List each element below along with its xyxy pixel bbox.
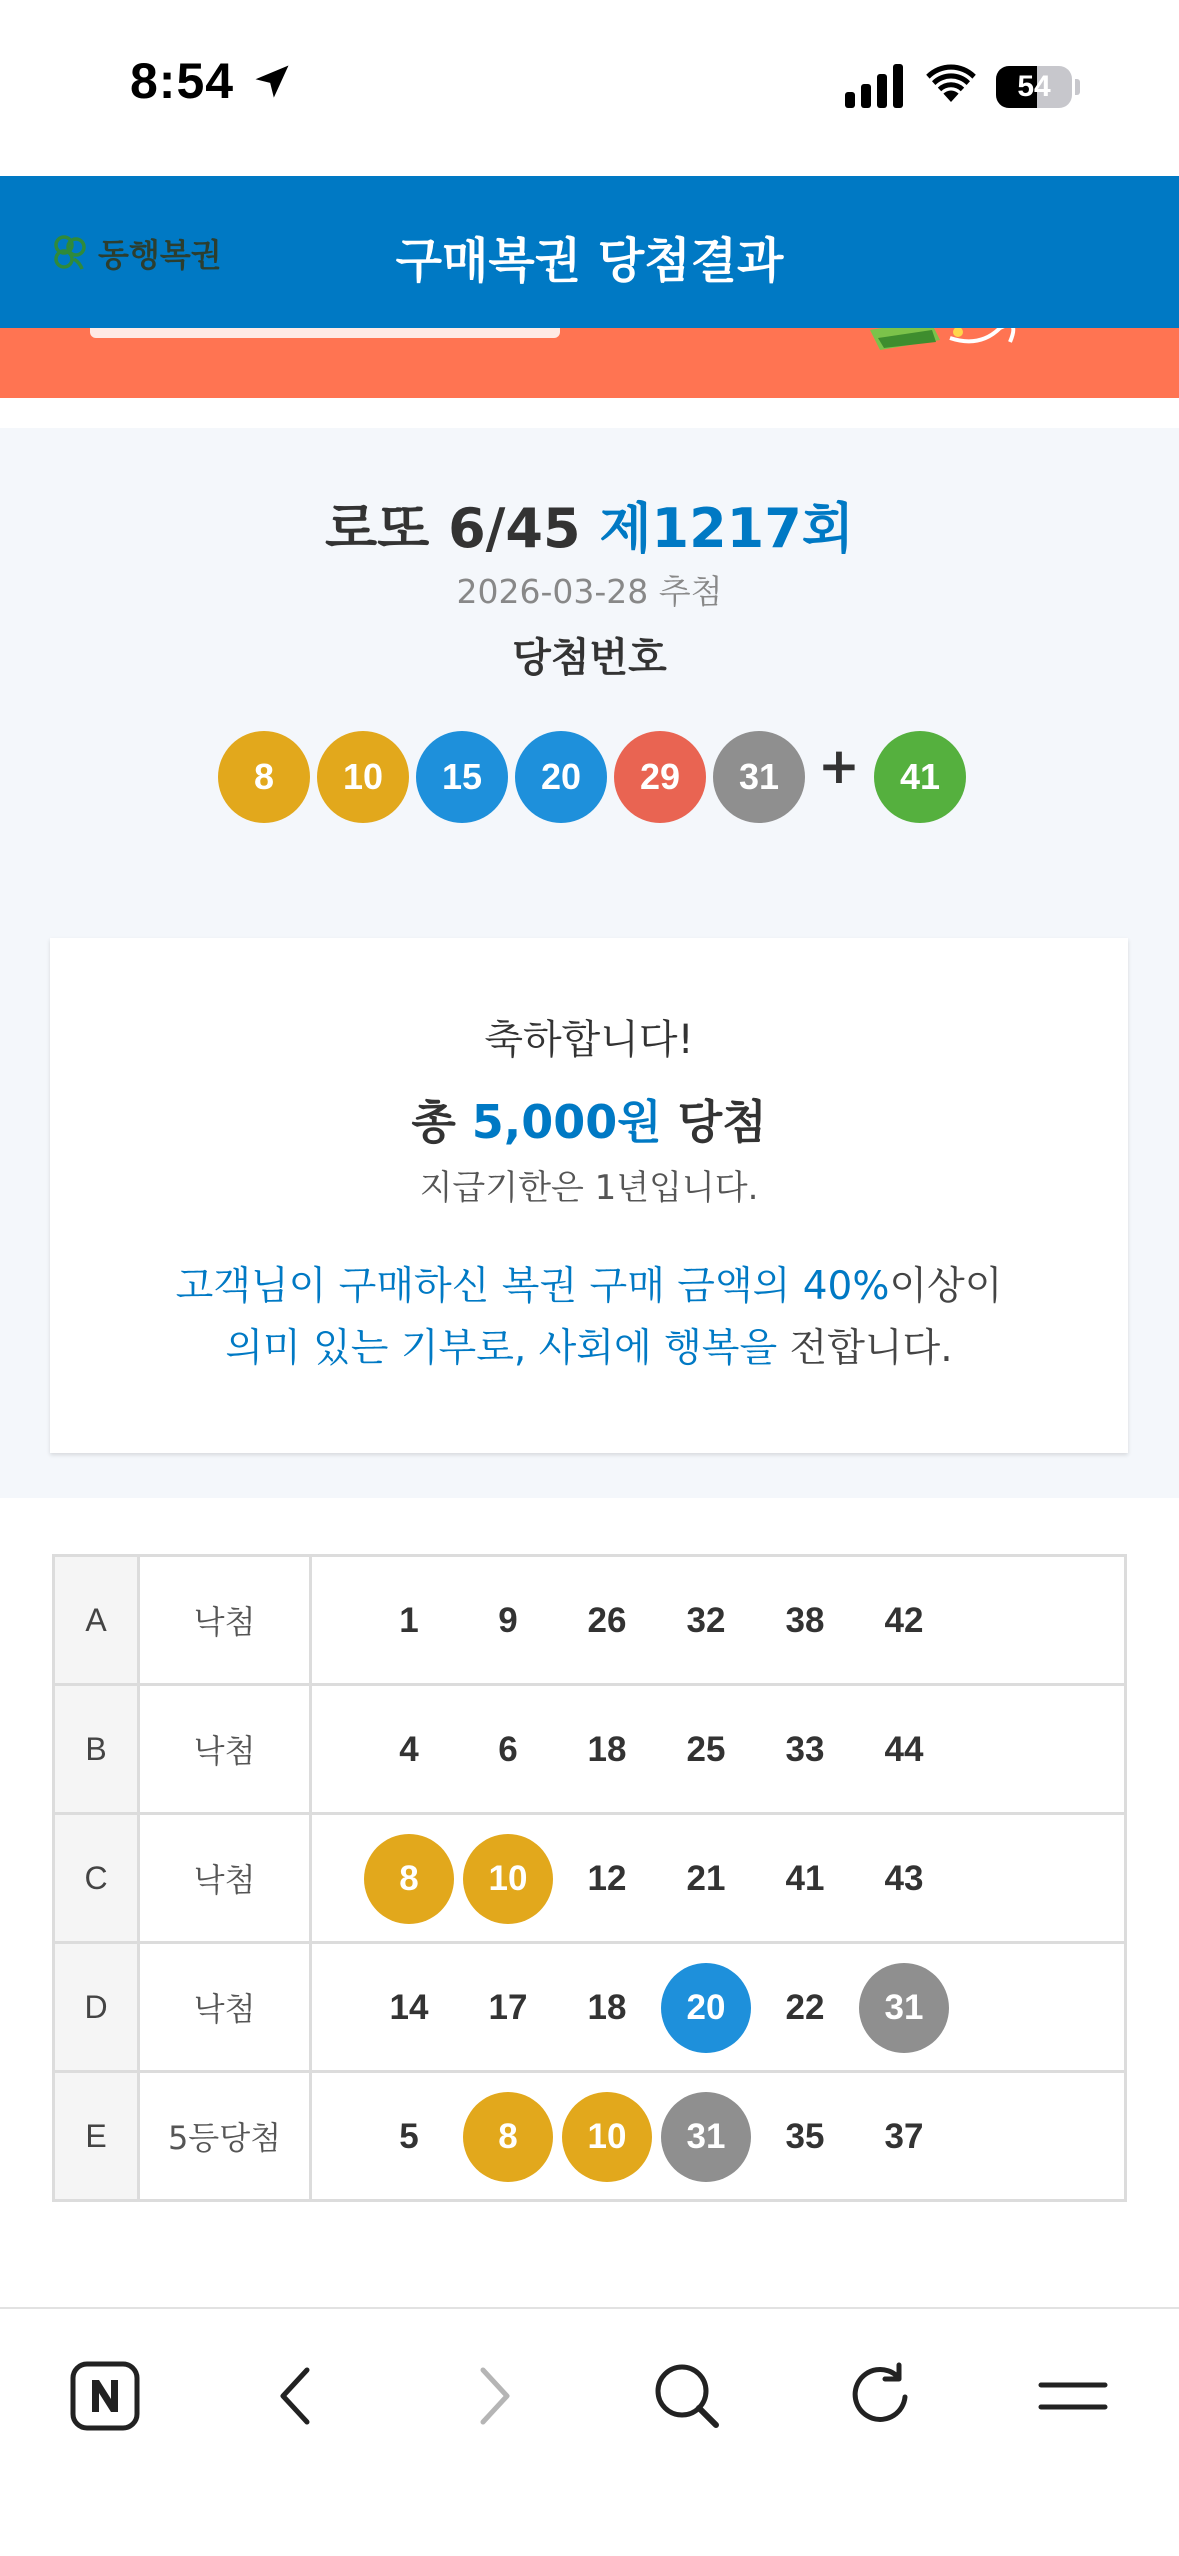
- ticket-number: 18: [587, 1987, 627, 2027]
- ticket-number: 25: [686, 1729, 726, 1769]
- ticket-row: [54, 1556, 1126, 1685]
- ticket-game-label: C: [54, 1814, 139, 1943]
- ticket-table: [52, 1554, 1127, 2202]
- bonus-plus-sign: +: [818, 737, 860, 795]
- ticket-number-matched: 31: [661, 2092, 751, 2182]
- ticket-number: 1: [399, 1600, 419, 1640]
- promo-banner[interactable]: [0, 328, 1179, 398]
- ticket-row: [54, 2072, 1126, 2201]
- draw-round: 제1217회: [599, 497, 854, 560]
- donation-text-2: 이상이: [889, 1264, 1003, 1309]
- cellular-signal-icon: [845, 64, 905, 108]
- ticket-numbers: [311, 1814, 1126, 1943]
- naver-home-button[interactable]: [60, 2351, 150, 2441]
- search-button[interactable]: [642, 2351, 732, 2441]
- status-time: 8:54: [130, 53, 235, 109]
- forward-button[interactable]: [448, 2351, 538, 2441]
- ticket-result-status: 5등당첨: [139, 2072, 311, 2201]
- ticket-number: 9: [498, 1600, 518, 1640]
- location-arrow-icon: [250, 60, 294, 104]
- total-prize: [50, 1086, 1128, 1152]
- game-name: 로또 6/45: [324, 497, 581, 560]
- winning-ball: 29: [614, 731, 706, 823]
- donation-text-1: 고객님이 구매하신 복권 구매 금액의 40%: [175, 1264, 890, 1309]
- ticket-number: 6: [498, 1729, 518, 1769]
- ticket-result-status: 낙첨: [139, 1943, 311, 2072]
- ticket-game-label: E: [54, 2072, 139, 2201]
- search-icon: [652, 2361, 722, 2431]
- ticket-number: 35: [785, 2116, 825, 2156]
- donation-text-4: 전합니다.: [777, 1326, 953, 1371]
- ticket-number: 32: [686, 1600, 726, 1640]
- draw-title: [0, 486, 1179, 563]
- ticket-number: 44: [884, 1729, 924, 1769]
- refresh-button[interactable]: [835, 2351, 925, 2441]
- total-prefix: 총: [411, 1095, 456, 1149]
- page-title: 구매복권 당첨결과: [395, 233, 784, 289]
- winning-ball: 20: [515, 731, 607, 823]
- ticket-result-status: 낙첨: [139, 1556, 311, 1685]
- menu-button[interactable]: [1028, 2351, 1118, 2441]
- ticket-result-status: 낙첨: [139, 1685, 311, 1814]
- battery-icon: [996, 66, 1080, 108]
- ticket-number: 42: [884, 1600, 924, 1640]
- ticket-result-status: 낙첨: [139, 1814, 311, 1943]
- result-section: [0, 428, 1179, 1498]
- back-button[interactable]: [252, 2351, 342, 2441]
- ticket-game-label: B: [54, 1685, 139, 1814]
- ticket-numbers: [311, 2072, 1126, 2201]
- menu-icon: [1037, 2371, 1109, 2421]
- ticket-number: 43: [884, 1858, 924, 1898]
- congrats-card: [50, 938, 1128, 1453]
- winning-ball: 15: [416, 731, 508, 823]
- winning-numbers-label: 당첨번호: [512, 635, 667, 681]
- ticket-number: 4: [399, 1729, 419, 1769]
- payment-deadline: 지급기한은 1년입니다.: [419, 1168, 759, 1208]
- ticket-numbers: [311, 1943, 1126, 2072]
- promo-illustration-icon: [860, 328, 1060, 388]
- ticket-number: 33: [785, 1729, 825, 1769]
- promo-banner-text-strip: [90, 328, 560, 338]
- prize-amount: 5,000원: [471, 1095, 662, 1149]
- bonus-ball: 41: [874, 731, 966, 823]
- ticket-row: [54, 1943, 1126, 2072]
- refresh-icon: [845, 2361, 915, 2431]
- naver-home-icon: [69, 2360, 141, 2432]
- congrats-message: 축하합니다!: [484, 1017, 694, 1063]
- ticket-row: [54, 1685, 1126, 1814]
- logo-text: 동행복권: [98, 236, 222, 274]
- status-bar: [0, 0, 1179, 176]
- ticket-number: 5: [399, 2116, 419, 2156]
- battery-level: 54: [1017, 70, 1051, 103]
- ticket-number-matched: 20: [661, 1963, 751, 2053]
- donation-message: [50, 1256, 1128, 1380]
- ticket-game-label: D: [54, 1943, 139, 2072]
- ticket-number: 22: [785, 1987, 825, 2027]
- ticket-game-label: A: [54, 1556, 139, 1685]
- app-header: [0, 176, 1179, 328]
- back-icon: [267, 2364, 327, 2428]
- ticket-number: 41: [785, 1858, 825, 1898]
- winning-ball: 8: [218, 731, 310, 823]
- ticket-number-matched: 8: [463, 2092, 553, 2182]
- ticket-number: 37: [884, 2116, 924, 2156]
- ticket-row: [54, 1814, 1126, 1943]
- ticket-number: 14: [389, 1987, 429, 2027]
- browser-toolbar: [0, 2307, 1179, 2556]
- winning-ball: 10: [317, 731, 409, 823]
- ticket-number: 38: [785, 1600, 825, 1640]
- ticket-number: 26: [587, 1600, 627, 1640]
- ticket-number: 17: [488, 1987, 528, 2027]
- total-suffix: 당첨: [677, 1095, 767, 1149]
- winning-ball: 31: [713, 731, 805, 823]
- ticket-number-matched: 10: [463, 1834, 553, 1924]
- forward-icon: [463, 2364, 523, 2428]
- ticket-number: 18: [587, 1729, 627, 1769]
- ticket-number-matched: 8: [364, 1834, 454, 1924]
- wifi-icon: [925, 62, 977, 106]
- ticket-number: 12: [587, 1858, 627, 1898]
- donation-text-3: 의미 있는 기부로, 사회에 행복을: [225, 1326, 778, 1371]
- ticket-numbers: [311, 1685, 1126, 1814]
- ticket-number: 21: [686, 1858, 726, 1898]
- ticket-numbers: [311, 1556, 1126, 1685]
- draw-date: 2026-03-28 추첨: [456, 572, 723, 611]
- ticket-number-matched: 31: [859, 1963, 949, 2053]
- ticket-number-matched: 10: [562, 2092, 652, 2182]
